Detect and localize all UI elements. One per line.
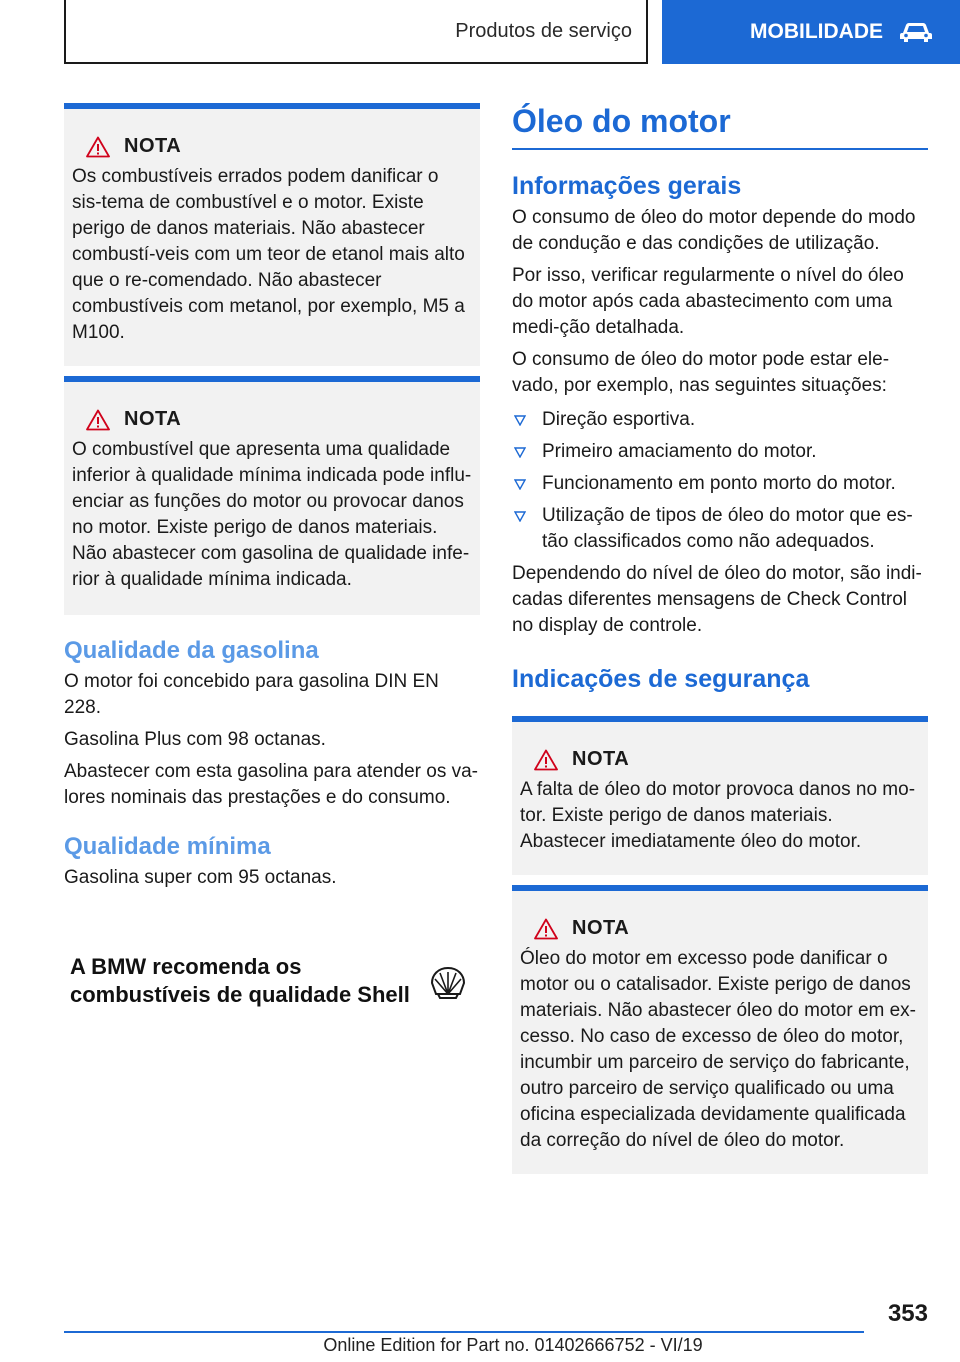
bullet-triangle-icon xyxy=(514,511,526,522)
shell-line-1: A BMW recomenda os xyxy=(70,954,302,979)
list-item xyxy=(512,439,928,465)
bullet-list xyxy=(512,407,928,555)
list-item-text: Primeiro amaciamento do motor. xyxy=(542,441,817,462)
list-item xyxy=(512,407,928,433)
note-box xyxy=(64,103,480,366)
paragraph: O motor foi concebido para gasolina DIN EN 228. xyxy=(64,671,439,718)
paragraph: Abastecer com esta gasolina para atender os va-lores nominais das prestações e do consumo. xyxy=(64,761,479,808)
heading-qualidade-minima: Qualidade mínima xyxy=(64,833,271,860)
paragraph: Gasolina super com 95 octanas. xyxy=(64,867,337,888)
header-chapter-tab[interactable] xyxy=(662,0,960,64)
list-item xyxy=(512,503,928,555)
note-text: Os combustíveis errados podem danificar o sis-tema de combustível e o motor. Existe perigo de danos materiais. Não abastecer combustí-veis com um teor de etanol mais alto que o re-comendado. Não abastecer combustíveis com metanol, por exemplo, M5 a M100. xyxy=(72,166,465,343)
warning-triangle-icon xyxy=(86,409,110,431)
note-box xyxy=(512,716,928,875)
note-box xyxy=(512,885,928,1174)
footer-divider xyxy=(64,1331,864,1333)
paragraph: Gasolina Plus com 98 octanas. xyxy=(64,729,326,750)
warning-triangle-icon xyxy=(534,749,558,771)
shell-recommendation xyxy=(70,953,410,1009)
list-item-text: Funcionamento em ponto morto do motor. xyxy=(542,473,896,494)
warning-triangle-icon xyxy=(534,918,558,940)
header-section-tab[interactable] xyxy=(64,0,648,64)
shell-line-2: combustíveis de qualidade Shell xyxy=(70,982,410,1007)
note-box xyxy=(64,376,480,615)
heading-informacoes-gerais: Informações gerais xyxy=(512,172,742,200)
paragraph: Por isso, verificar regularmente o nível do óleo do motor após cada abastecimento com uma medi-ção detalhada. xyxy=(512,265,904,338)
page-title: Óleo do motor xyxy=(512,103,928,150)
paragraph: Dependendo do nível de óleo do motor, são indi-cadas diferentes mensagens de Check Control no display de controle. xyxy=(512,563,922,636)
car-icon xyxy=(899,21,933,43)
list-item-text: Direção esportiva. xyxy=(542,409,696,430)
note-label: NOTA xyxy=(124,135,182,157)
note-label: NOTA xyxy=(572,917,630,939)
heading-qualidade-gasolina: Qualidade da gasolina xyxy=(64,637,319,664)
bullet-triangle-icon xyxy=(514,479,526,490)
paragraph: O consumo de óleo do motor pode estar ele-vado, por exemplo, nas seguintes situações: xyxy=(512,349,890,396)
paragraph: O consumo de óleo do motor depende do modo de condução e das condições de utilização. xyxy=(512,207,916,254)
heading-indicacoes-seguranca: Indicações de segurança xyxy=(512,665,810,693)
warning-triangle-icon xyxy=(86,136,110,158)
shell-logo xyxy=(430,966,466,1000)
left-column xyxy=(64,103,480,891)
footer-edition: Online Edition for Part no. 01402666752 - VI/19 xyxy=(323,1335,703,1355)
note-label: NOTA xyxy=(124,408,182,430)
list-item-text: Utilização de tipos de óleo do motor que es-tão classificados como não adequados. xyxy=(542,505,913,552)
note-text: Óleo do motor em excesso pode danificar o motor ou o catalisador. Existe perigo de danos materiais. Não abastecer óleo do motor em ex-cesso. No caso de excesso de óleo do motor, incumbir um parceiro de serviço do fabricante, outro parceiro de serviço qualificado ou uma oficina especializada devidamente qualificada da correção do nível de óleo do motor. xyxy=(520,948,917,1151)
page-number: 353 xyxy=(887,1300,928,1327)
list-item xyxy=(512,471,928,497)
note-label: NOTA xyxy=(572,748,630,770)
note-text: A falta de óleo do motor provoca danos no mo-tor. Existe perigo de danos materiais. Abastecer imediatamente óleo do motor. xyxy=(520,779,916,852)
note-text: O combustível que apresenta uma qualidade inferior à qualidade mínima indicada pode influ-enciar as funções do motor ou provocar danos no motor. Existe perigo de danos materiais. Não abastecer com gasolina de qualidade infe-rior à qualidade mínima indicada. xyxy=(72,439,472,590)
bullet-triangle-icon xyxy=(514,415,526,426)
header-section-label: Produtos de serviço xyxy=(455,19,632,42)
bullet-triangle-icon xyxy=(514,447,526,458)
right-column xyxy=(512,103,928,1184)
header-chapter-label: MOBILIDADE xyxy=(750,20,883,43)
